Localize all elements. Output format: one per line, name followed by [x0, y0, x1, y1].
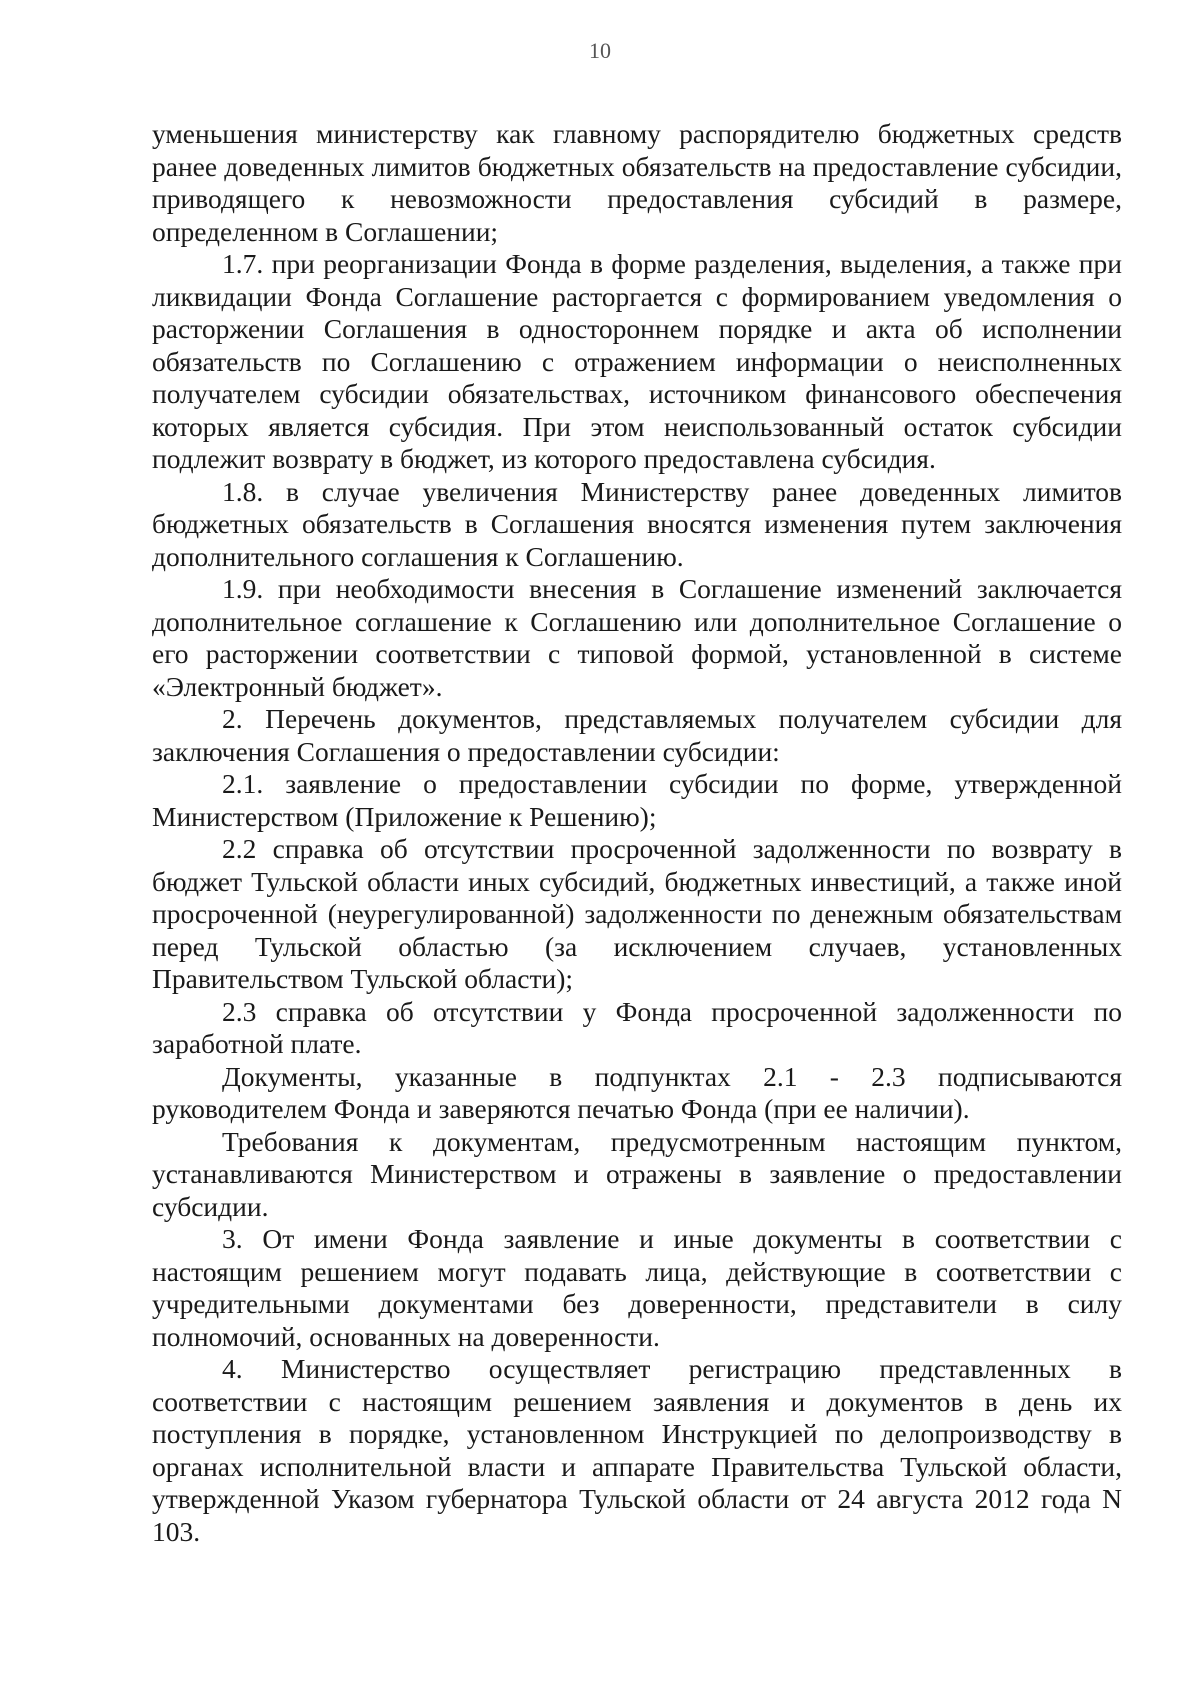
paragraph-2-1: 2.1. заявление о предоставлении субсидии по форме, утвержденной Министерством (Приложение к Решению);	[152, 768, 1122, 832]
paragraph-2-3: 2.3 справка об отсутствии у Фонда просроченной задолженности по заработной плате.	[152, 995, 1122, 1059]
paragraph-1-9: 1.9. при необходимости внесения в Соглашение изменений заключается дополнительное соглашение к Соглашению или дополнительное Соглашение о его расторжении соответствии с типовой формой, установленной в системе «Электронный бюджет».	[152, 573, 1122, 702]
paragraph-1-7: 1.7. при реорганизации Фонда в форме разделения, выделения, а также при ликвидации Фонда Соглашение расторгается с формированием уведомления о расторжении Соглашения в одностороннем порядке и акта об исполнении обязательств по Соглашению с отражением информации о неисполненных получателем субсидии обязательствах, источником финансового обеспечения которых является субсидия. При этом неиспользованный остаток субсидии подлежит возврату в бюджет, из которого предоставлена субсидия.	[152, 248, 1122, 474]
paragraph-2-2: 2.2 справка об отсутствии просроченной задолженности по возврату в бюджет Тульской области иных субсидий, бюджетных инвестиций, а также иной просроченной (неурегулированной) задолженности по денежным обязательствам перед Тульской областью (за исключением случаев, установленных Правительством Тульской области);	[152, 833, 1122, 994]
page-number: 10	[589, 38, 611, 63]
paragraph-documents-signing: Документы, указанные в подпунктах 2.1 - 2.3 подписываются руководителем Фонда и заверяются печатью Фонда (при ее наличии).	[152, 1060, 1122, 1124]
paragraph-4: 4. Министерство осуществляет регистрацию представленных в соответствии с настоящим решением заявления и документов в день их поступления в порядке, установленном Инструкцией по делопроизводству в органах исполнительной власти и аппарате Правительства Тульской области, утвержденной Указом губернатора Тульской области от 24 августа 2012 года N 103.	[152, 1353, 1122, 1547]
paragraph-2: 2. Перечень документов, представляемых получателем субсидии для заключения Соглашения о предоставлении субсидии:	[152, 703, 1122, 767]
paragraph-1-8: 1.8. в случае увеличения Министерству ранее доведенных лимитов бюджетных обязательств в Соглашения вносятся изменения путем заключения дополнительного соглашения к Соглашению.	[152, 475, 1122, 572]
paragraph-document-requirements: Требования к документам, предусмотренным настоящим пунктом, устанавливаются Министерством и отражены в заявление о предоставлении субсидии.	[152, 1125, 1122, 1222]
paragraph-continuation: уменьшения министерству как главному распорядителю бюджетных средств ранее доведенных лимитов бюджетных обязательств на предоставление субсидии, приводящего к невозможности предоставления субсидий в размере, определенном в Соглашении;	[152, 118, 1122, 247]
document-body	[152, 118, 1122, 1548]
paragraph-3: 3. От имени Фонда заявление и иные документы в соответствии с настоящим решением могут подавать лица, действующие в соответствии с учредительными документами без доверенности, представители в силу полномочий, основанных на доверенности.	[152, 1223, 1122, 1352]
